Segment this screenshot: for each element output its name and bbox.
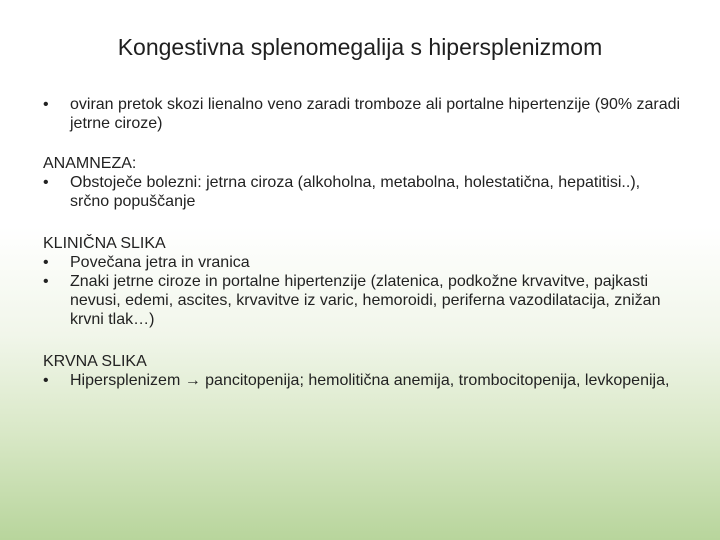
list-item-text: Povečana jetra in vranica (70, 254, 250, 271)
list-item (43, 253, 683, 272)
section-klinicna-slika (43, 234, 683, 329)
section-heading: ANAMNEZA: (43, 155, 137, 172)
slide-content (43, 95, 683, 390)
list-item-text: oviran pretok skozi lienalno veno zaradi tromboze ali portalne hipertenzije (90% zaradi jetrne ciroze) (70, 96, 681, 132)
section-anamneza (43, 154, 683, 211)
bullet-icon: • (43, 96, 49, 113)
section-heading: KRVNA SLIKA (43, 353, 147, 370)
list-item-text: Obstoječe bolezni: jetrna ciroza (alkoholna, metabolna, holestatična, hepatitisi..), srčno popuščanje (70, 174, 641, 210)
bullet-icon: • (43, 273, 49, 290)
section-intro (43, 95, 683, 133)
section-heading: KLINIČNA SLIKA (43, 235, 166, 252)
list-item (43, 173, 683, 211)
list-item-text: Hipersplenizem → pancitopenija; hemolitična anemija, trombocitopenija, levkopenija, (70, 372, 670, 389)
list-item-text: Znaki jetrne ciroze in portalne hipertenzije (zlatenica, podkožne krvavitve, pajkasti nevusi, edemi, ascites, krvavitve iz varic, hemoroidi, periferna vazodilatacija, znižan krvni tlak…) (70, 273, 661, 328)
krvna-list (43, 371, 683, 390)
section-krvna-slika (43, 352, 683, 390)
bullet-icon: • (43, 372, 49, 389)
bullet-icon: • (43, 174, 49, 191)
bullet-icon: • (43, 254, 49, 271)
list-item (43, 371, 683, 390)
intro-list (43, 95, 683, 133)
klinicna-list (43, 253, 683, 329)
list-item (43, 95, 683, 133)
slide-title: Kongestivna splenomegalija s hipersplenizmom (117, 34, 603, 60)
list-item (43, 272, 683, 329)
anamneza-list (43, 173, 683, 211)
